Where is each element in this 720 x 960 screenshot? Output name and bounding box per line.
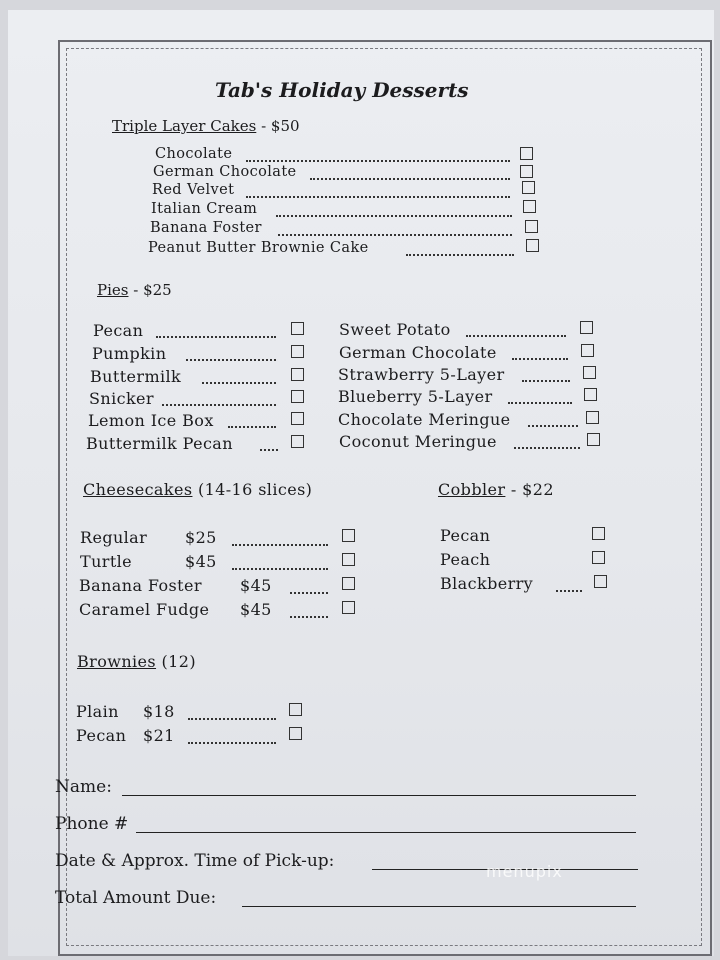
pie-item: Blueberry 5-Layer (338, 387, 493, 406)
pie-checkbox[interactable] (291, 322, 304, 335)
cobbler-price: - $22 (505, 480, 554, 499)
pie-checkbox[interactable] (587, 433, 600, 446)
cheesecake-name: Turtle (80, 552, 133, 571)
cobbler-checkbox[interactable] (594, 575, 607, 588)
cheesecake-price: $45 (185, 552, 217, 571)
pie-item: Buttermilk (90, 367, 182, 386)
phone-label: Phone # (55, 814, 129, 834)
cheesecake-name: Banana Foster (79, 576, 202, 595)
cake-item: Red Velvet (152, 182, 235, 198)
total-label: Total Amount Due: (55, 888, 217, 908)
cobbler-heading-row (438, 480, 554, 499)
pie-checkbox[interactable] (580, 321, 593, 334)
cheesecakes-heading: Cheesecakes (83, 480, 193, 499)
cheesecake-name: Regular (80, 528, 148, 547)
cobbler-checkbox[interactable] (592, 551, 605, 564)
pies-price: - $25 (128, 281, 172, 299)
pie-checkbox[interactable] (581, 344, 594, 357)
pie-item: Pecan (93, 321, 144, 340)
cheesecakes-note: (14-16 slices) (192, 480, 313, 499)
pie-item: Buttermilk Pecan (86, 434, 233, 453)
cobbler-item: Peach (440, 550, 491, 569)
page-title: Tab's Holiday Desserts (215, 78, 469, 102)
cheesecake-checkbox[interactable] (342, 577, 355, 590)
cobbler-checkbox[interactable] (592, 527, 605, 540)
cheesecake-checkbox[interactable] (342, 529, 355, 542)
cake-item: Italian Cream (151, 201, 258, 217)
pie-checkbox[interactable] (583, 366, 596, 379)
cheesecake-price: $45 (240, 576, 272, 595)
pie-item: Snicker (89, 389, 154, 408)
phone-field[interactable] (136, 832, 636, 833)
pie-checkbox[interactable] (291, 390, 304, 403)
pies-heading: Pies (97, 281, 129, 299)
pie-item: Chocolate Meringue (338, 410, 511, 429)
cake-checkbox[interactable] (523, 200, 536, 213)
pie-checkbox[interactable] (291, 435, 304, 448)
cobbler-item: Pecan (440, 526, 491, 545)
pie-item: Strawberry 5-Layer (338, 365, 505, 384)
cheesecake-price: $25 (185, 528, 217, 547)
pickup-label: Date & Approx. Time of Pick-up: (55, 851, 335, 871)
cheesecake-checkbox[interactable] (342, 553, 355, 566)
pie-item: Pumpkin (92, 344, 167, 363)
pie-checkbox[interactable] (291, 368, 304, 381)
name-label: Name: (55, 777, 112, 797)
brownie-checkbox[interactable] (289, 727, 302, 740)
brownie-name: Plain (76, 702, 119, 721)
cake-item: Chocolate (155, 146, 233, 162)
brownies-heading: Brownies (77, 652, 157, 671)
pie-checkbox[interactable] (291, 345, 304, 358)
cheesecakes-heading-row (83, 480, 312, 499)
pie-item: Coconut Meringue (339, 432, 497, 451)
brownie-name: Pecan (76, 726, 127, 745)
total-field[interactable] (242, 906, 636, 907)
brownies-heading-row (77, 652, 196, 671)
cheesecake-name: Caramel Fudge (79, 600, 210, 619)
cake-checkbox[interactable] (520, 147, 533, 160)
cheesecake-checkbox[interactable] (342, 601, 355, 614)
cheesecake-price: $45 (240, 600, 272, 619)
cake-item: German Chocolate (153, 164, 297, 180)
cake-checkbox[interactable] (522, 181, 535, 194)
pie-item: Sweet Potato (339, 320, 451, 339)
name-field[interactable] (122, 795, 636, 796)
cake-checkbox[interactable] (526, 239, 539, 252)
brownie-price: $21 (143, 726, 175, 745)
brownies-note: (12) (156, 652, 196, 671)
pie-checkbox[interactable] (586, 411, 599, 424)
pies-heading-row (97, 281, 172, 299)
cake-checkbox[interactable] (525, 220, 538, 233)
cake-item: Banana Foster (150, 220, 262, 236)
cobbler-heading: Cobbler (438, 480, 506, 499)
pie-checkbox[interactable] (584, 388, 597, 401)
watermark-logo: menupix (486, 862, 563, 881)
cakes-price: - $50 (256, 117, 300, 135)
pie-checkbox[interactable] (291, 412, 304, 425)
cake-checkbox[interactable] (520, 165, 533, 178)
pie-item: German Chocolate (339, 343, 497, 362)
cakes-heading-row (112, 117, 300, 135)
cakes-heading: Triple Layer Cakes (112, 117, 257, 135)
brownie-price: $18 (143, 702, 175, 721)
cake-item: Peanut Butter Brownie Cake (148, 240, 369, 256)
cobbler-item: Blackberry (440, 574, 534, 593)
brownie-checkbox[interactable] (289, 703, 302, 716)
pie-item: Lemon Ice Box (88, 411, 214, 430)
